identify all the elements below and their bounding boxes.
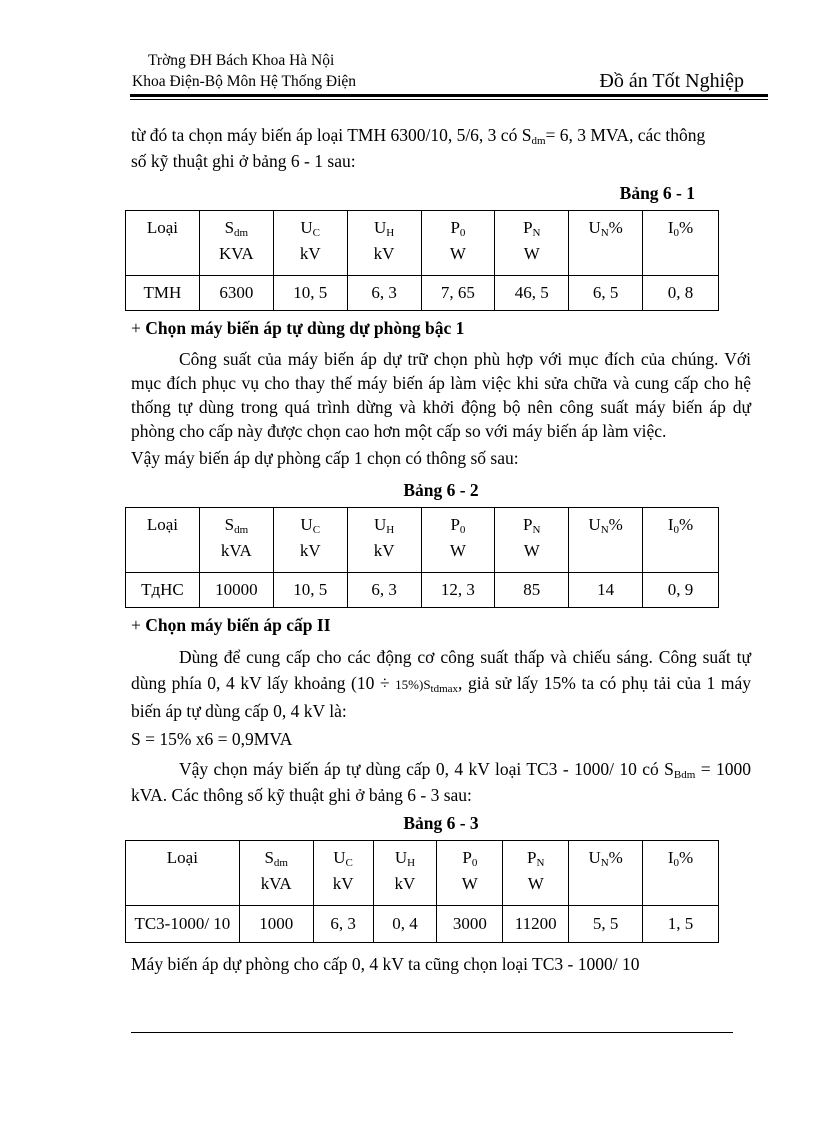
section2-heading: + Chọn máy biến áp cấp II [131,615,331,635]
table-cell: 6, 5 [569,276,643,311]
table2 [125,507,719,608]
table-cell: 6300 [199,276,273,311]
table-cell: 1, 5 [643,906,719,943]
table2-caption: Bảng 6 - 2 [403,480,479,500]
header-cell: $I_0\%$ [643,508,719,573]
intro-line2: số kỹ thuật ghi ở bảng 6 - 1 sau: [131,151,356,171]
table-cell: TMH [126,276,200,311]
section2-formula: S = 15% x6 = 0,9MVA [131,729,293,749]
table-cell: 6, 3 [313,906,373,943]
table-cell: 6, 3 [347,573,421,608]
table-cell: 0, 9 [643,573,719,608]
header-cell: $P_N$ W [495,508,569,573]
table3-data-row [126,906,719,943]
section2-paragraph2: Vậy chọn máy biến áp tự dùng cấp 0, 4 kV loại TC3 - 1000/ 10 có $S_{Bdm} = 1000$ kVA. Các thông số kỹ thuật ghi ở bảng 6 - 3 sau: [131,759,751,805]
table3 [125,840,719,943]
header-cell: Loại [126,211,200,276]
header-department: Khoa Điện-Bộ Môn Hệ Thống Điện [132,73,357,90]
table-cell: 7, 65 [421,276,495,311]
page-body [131,122,751,977]
table2-header-row [126,508,719,573]
table3-header-row [126,841,719,906]
header-cell: $U_C$ kV [273,508,347,573]
section2-paragraph: Dùng để cung cấp cho các động cơ công suất thấp và chiếu sáng. Công suất tự dùng phía 0, 4 kV lấy khoảng $(10 \div 15\%)S_{tdmax}$, giả sử lấy 15% ta có phụ tải của 1 máy biến áp tự dùng cấp 0, 4 kV là: [131,647,752,721]
header-cell: $S_{dm}$ kVA [199,508,273,573]
table1 [125,210,719,311]
header-cell: $U_N\%$ [569,508,643,573]
header-school: Trờng ĐH Bách Khoa Hà Nội [148,52,335,69]
table-cell: 10000 [199,573,273,608]
header-cell: Loại [126,841,240,906]
table-cell: TдHC [126,573,200,608]
header-cell: $I_0\%$ [643,841,719,906]
table-cell: 46, 5 [495,276,569,311]
header-cell: $U_C$ kV [273,211,347,276]
table-cell: 5, 5 [569,906,643,943]
header-left [132,50,356,92]
table1-header-row [126,211,719,276]
table-cell: 0, 4 [373,906,437,943]
table-cell: 1000 [239,906,313,943]
closing-text: Máy biến áp dự phòng cho cấp 0, 4 kV ta cũng chọn loại TC3 - 1000/ 10 [131,954,640,974]
header-cell: $P_0$ W [421,508,495,573]
header-cell: $U_N\%$ [569,211,643,276]
section1-heading: + Chọn máy biến áp tự dùng dự phòng bậc 1 [131,318,465,338]
header-cell: Loại [126,508,200,573]
header-cell: $U_N\%$ [569,841,643,906]
table-cell: 0, 8 [643,276,719,311]
table-cell: 14 [569,573,643,608]
header-rule-thick [130,94,768,97]
section1-paragraph2: Vậy máy biến áp dự phòng cấp 1 chọn có thông số sau: [131,448,519,468]
header-cell: $U_H$ kV [347,508,421,573]
table-cell: TC3-1000/ 10 [126,906,240,943]
header-cell: $P_N$ W [495,211,569,276]
header-cell: $S_{dm}$ KVA [199,211,273,276]
header-cell: $I_0\%$ [643,211,719,276]
table-cell: 85 [495,573,569,608]
section1-paragraph: Công suất của máy biến áp dự trữ chọn phù hợp với mục đích của chúng. Với mục đích phục vụ cho thay thế máy biến áp làm việc khi sửa chữa và cung cấp cho hệ thống tự dùng trong quá trình dừng và khởi động bộ nên công suất máy biến áp dự phòng cho cấp này được chọn cao hơn một cấp so với máy biến áp làm việc. [131,349,751,441]
table2-data-row [126,573,719,608]
header-cell: $U_H$ kV [373,841,437,906]
table-cell: 12, 3 [421,573,495,608]
intro-line1: từ đó ta chọn máy biến áp loại TMH 6300/10, 5/6, 3 có $S_{dm}= 6$, 3 MVA, các thông [131,125,706,147]
header-cell: $U_C$ kV [313,841,373,906]
table-cell: 11200 [503,906,569,943]
header-cell: $S_{dm}$ kVA [239,841,313,906]
header-cell: $P_N$ W [503,841,569,906]
table-cell: 3000 [437,906,503,943]
table1-data-row [126,276,719,311]
table3-caption: Bảng 6 - 3 [403,813,479,833]
header-title: Đồ án Tốt Nghiệp [599,70,744,92]
footer-rule [131,1032,733,1033]
table-cell: 10, 5 [273,573,347,608]
header-cell: $U_H$ kV [347,211,421,276]
table-cell: 6, 3 [347,276,421,311]
table-cell: 10, 5 [273,276,347,311]
header-cell: $P_0$ W [421,211,495,276]
header-rule-thin [130,99,768,100]
header-cell: $P_0$ W [437,841,503,906]
table1-caption: Bảng 6 - 1 [619,183,695,203]
